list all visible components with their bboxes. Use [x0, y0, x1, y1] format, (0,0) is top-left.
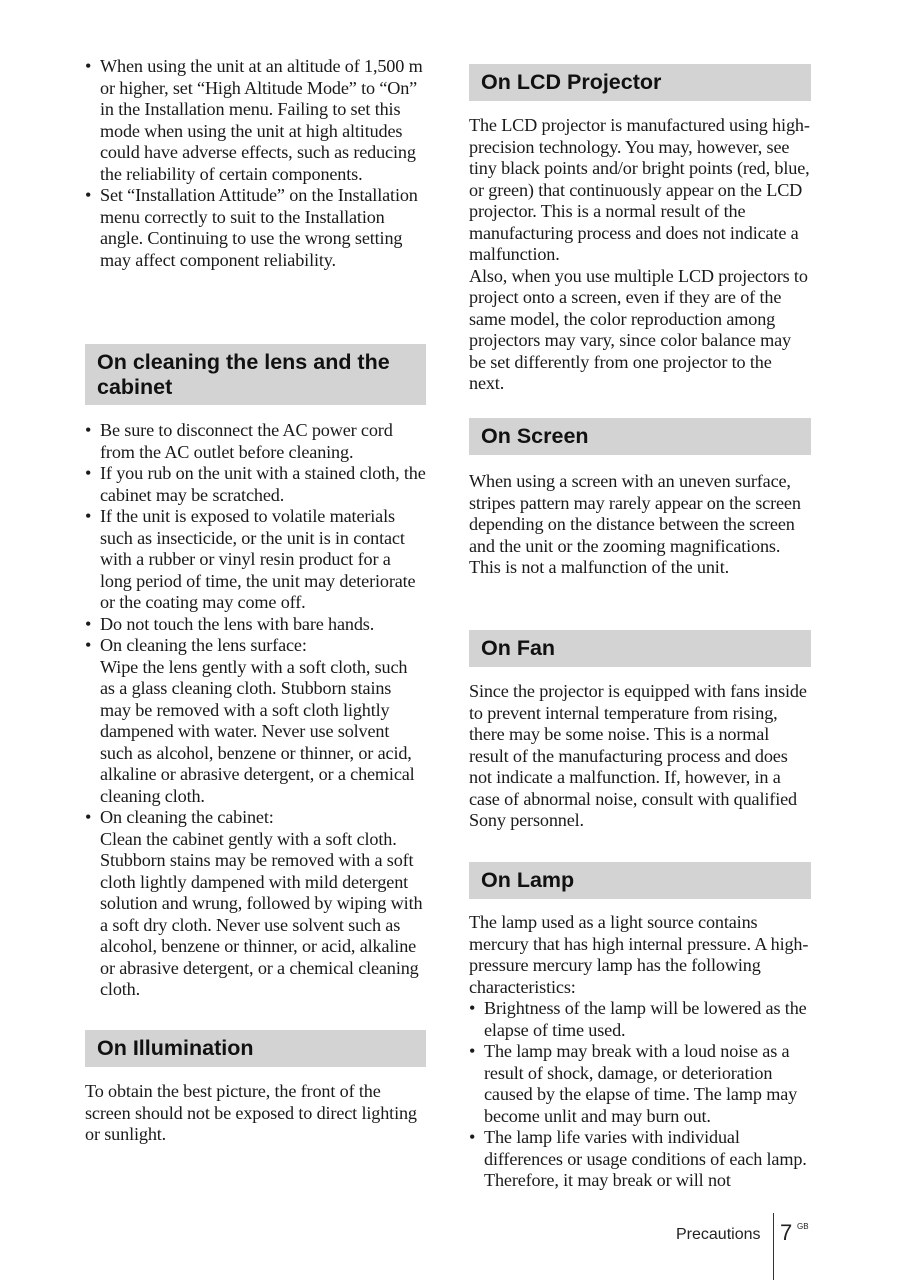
paragraph: To obtain the best picture, the front of the screen should not be exposed to direct lighting or sunlight.: [85, 1081, 417, 1144]
section-heading-lamp: On Lamp: [469, 862, 811, 899]
list-item: • When using the unit at an altitude of 1,500 m or higher, set “High Altitude Mode” to “On” in the Installation menu. Failing to set this mode when using the unit at high altitudes could have adverse effects, such as reducing the reliability of certain components.: [85, 56, 426, 185]
list-item-title: On cleaning the cabinet:: [100, 807, 274, 827]
paragraph: The lamp used as a light source contains mercury that has high internal pressure. A high-pressure mercury lamp has the following characteristics:: [469, 912, 809, 997]
list-item-text: Clean the cabinet gently with a soft cloth. Stubborn stains may be removed with a soft cloth lightly dampened with mild detergent solution and wrung, followed by wiping with a soft dry cloth. Never use solvent such as alcohol, benzene or thinner, or acid, alkaline or abrasive detergent, or a chemical cleaning cloth.: [100, 828, 423, 999]
paragraph: The LCD projector is manufactured using high-precision technology. You may, however, see tiny black points and/or bright points (red, blue, or green) that continuously appear on the LCD projector. This is a normal result of the manufacturing process and does not indicate a malfunction.: [469, 115, 810, 264]
list-item-text: Wipe the lens gently with a soft cloth, such as a glass cleaning cloth. Stubborn stains may be removed with a soft cloth lightly dampened with water. Never use solvent such as alcohol, benzene or thinner, or acid, alkaline or abrasive detergent, or a chemical cleaning cloth.: [100, 656, 415, 806]
list-item: • Brightness of the lamp will be lowered as the elapse of time used.: [469, 998, 811, 1041]
paragraph: Also, when you use multiple LCD projectors to project onto a screen, even if they are of the same model, the color reproduction among projectors may vary, since color balance may be set differently from one projector to the next.: [469, 265, 808, 393]
list-item: • Do not touch the lens with bare hands.: [85, 614, 426, 636]
intro-bullets: [85, 56, 426, 271]
cleaning-bullets: [85, 420, 426, 1001]
language-code: GB: [797, 1222, 809, 1231]
list-item: • The lamp life varies with individual differences or usage conditions of each lamp. Therefore, it may break or will not: [469, 1127, 811, 1192]
lcd-text: [469, 115, 811, 395]
section-heading-cleaning: On cleaning the lens and the cabinet: [85, 344, 426, 405]
list-item: • Set “Installation Attitude” on the Installation menu correctly to suit to the Installation angle. Continuing to use the wrong setting may affect component reliability.: [85, 185, 426, 271]
footer-section-name: Precautions: [676, 1226, 761, 1243]
section-heading-lcd: On LCD Projector: [469, 64, 811, 101]
list-item: [85, 635, 426, 807]
screen-text: [469, 471, 811, 579]
list-item: • If the unit is exposed to volatile materials such as insecticide, or the unit is in contact with a rubber or vinyl resin product for a long period of time, the unit may deteriorate or the coating may come off.: [85, 506, 426, 614]
paragraph: When using a screen with an uneven surface, stripes pattern may rarely appear on the screen depending on the distance between the screen and the unit or the zooming magnifications. This is not a malfunction of the unit.: [469, 471, 801, 577]
list-item-title: On cleaning the lens surface:: [100, 635, 307, 655]
page-number: 7: [780, 1220, 793, 1245]
list-item: [85, 807, 426, 1001]
paragraph: Since the projector is equipped with fans inside to prevent internal temperature from rising, there may be some noise. This is a normal result of the manufacturing process and does not indicate a malfunction. If, however, in a case of abnormal noise, consult with qualified Sony personnel.: [469, 681, 807, 830]
list-item: • Be sure to disconnect the AC power cord from the AC outlet before cleaning.: [85, 420, 426, 463]
list-item: • The lamp may break with a loud noise as a result of shock, damage, or deterioration caused by the elapse of time. The lamp may become unlit and may burn out.: [469, 1041, 811, 1127]
fan-text: [469, 681, 811, 832]
section-heading-illumination: On Illumination: [85, 1030, 426, 1067]
section-heading-screen: On Screen: [469, 418, 811, 455]
footer-divider: [773, 1213, 774, 1280]
list-item: • If you rub on the unit with a stained cloth, the cabinet may be scratched.: [85, 463, 426, 506]
illumination-text: [85, 1081, 426, 1146]
section-heading-fan: On Fan: [469, 630, 811, 667]
lamp-text: [469, 912, 811, 1192]
